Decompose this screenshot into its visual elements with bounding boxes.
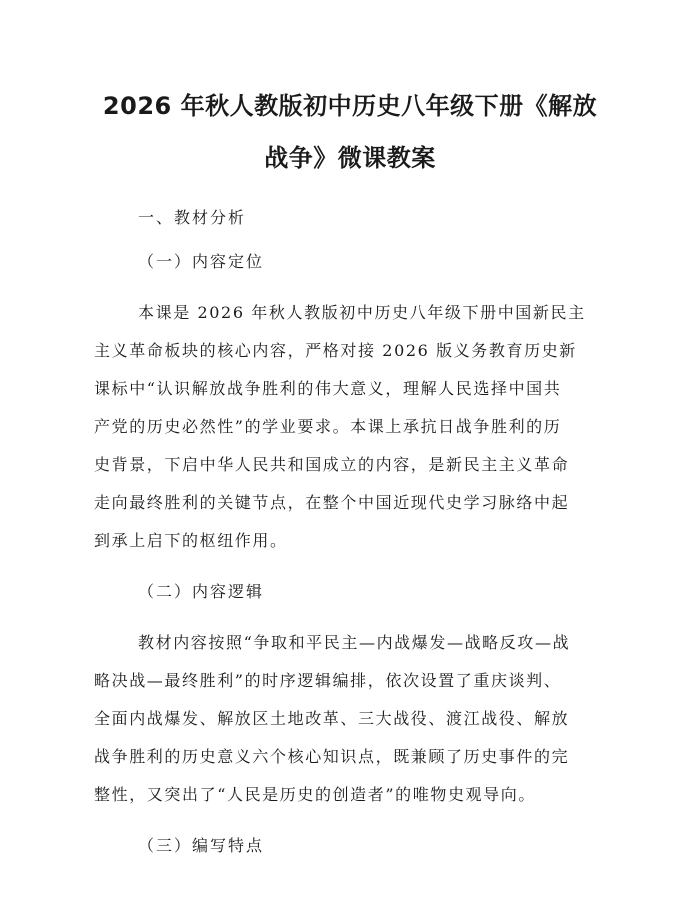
paragraph-line: 到承上启下的枢纽作用。 — [94, 531, 288, 550]
paragraph-line: 整性，又突出了“人民是历史的创造者”的唯物史观导向。 — [94, 785, 536, 804]
paragraph-line: 本课是 2026 年秋人教版初中历史八年级下册中国新民主 — [138, 303, 586, 322]
paragraph-line: 课标中“认识解放战争胜利的伟大意义，理解人民选择中国共 — [94, 379, 562, 398]
paragraph-line: 史背景，下启中华人民共和国成立的内容，是新民主主义革命 — [94, 455, 570, 474]
paragraph-content-positioning — [94, 294, 606, 560]
title-line-1: 2026 年秋人教版初中历史八年级下册《解放 — [102, 92, 598, 120]
paragraph-line: 走向最终胜利的关键节点，在整个中国近现代史学习脉络中起 — [94, 493, 570, 512]
paragraph-line: 主义革命板块的核心内容，严格对接 2026 版义务教育历史新 — [94, 341, 577, 360]
paragraph-line: 战争胜利的历史意义六个核心知识点，既兼顾了历史事件的完 — [94, 747, 570, 766]
subheading-writing-features: （三）编写特点 — [138, 836, 265, 855]
paragraph-line: 教材内容按照“争取和平民主—内战爆发—战略反攻—战 — [138, 633, 571, 652]
paragraph-line: 产党的历史必然性”的学业要求。本课上承抗日战争胜利的历 — [94, 417, 562, 436]
document-title — [94, 80, 606, 184]
subheading-content-logic: （二）内容逻辑 — [138, 582, 265, 601]
subheading-content-positioning: （一）内容定位 — [138, 252, 265, 271]
paragraph-line: 略决战—最终胜利”的时序逻辑编排，依次设置了重庆谈判、 — [94, 671, 562, 690]
paragraph-content-logic — [94, 624, 606, 814]
paragraph-line: 全面内战爆发、解放区土地改革、三大战役、渡江战役、解放 — [94, 709, 570, 728]
title-line-2: 战争》微课教案 — [264, 144, 436, 172]
section-heading-textbook-analysis: 一、教材分析 — [138, 208, 247, 227]
